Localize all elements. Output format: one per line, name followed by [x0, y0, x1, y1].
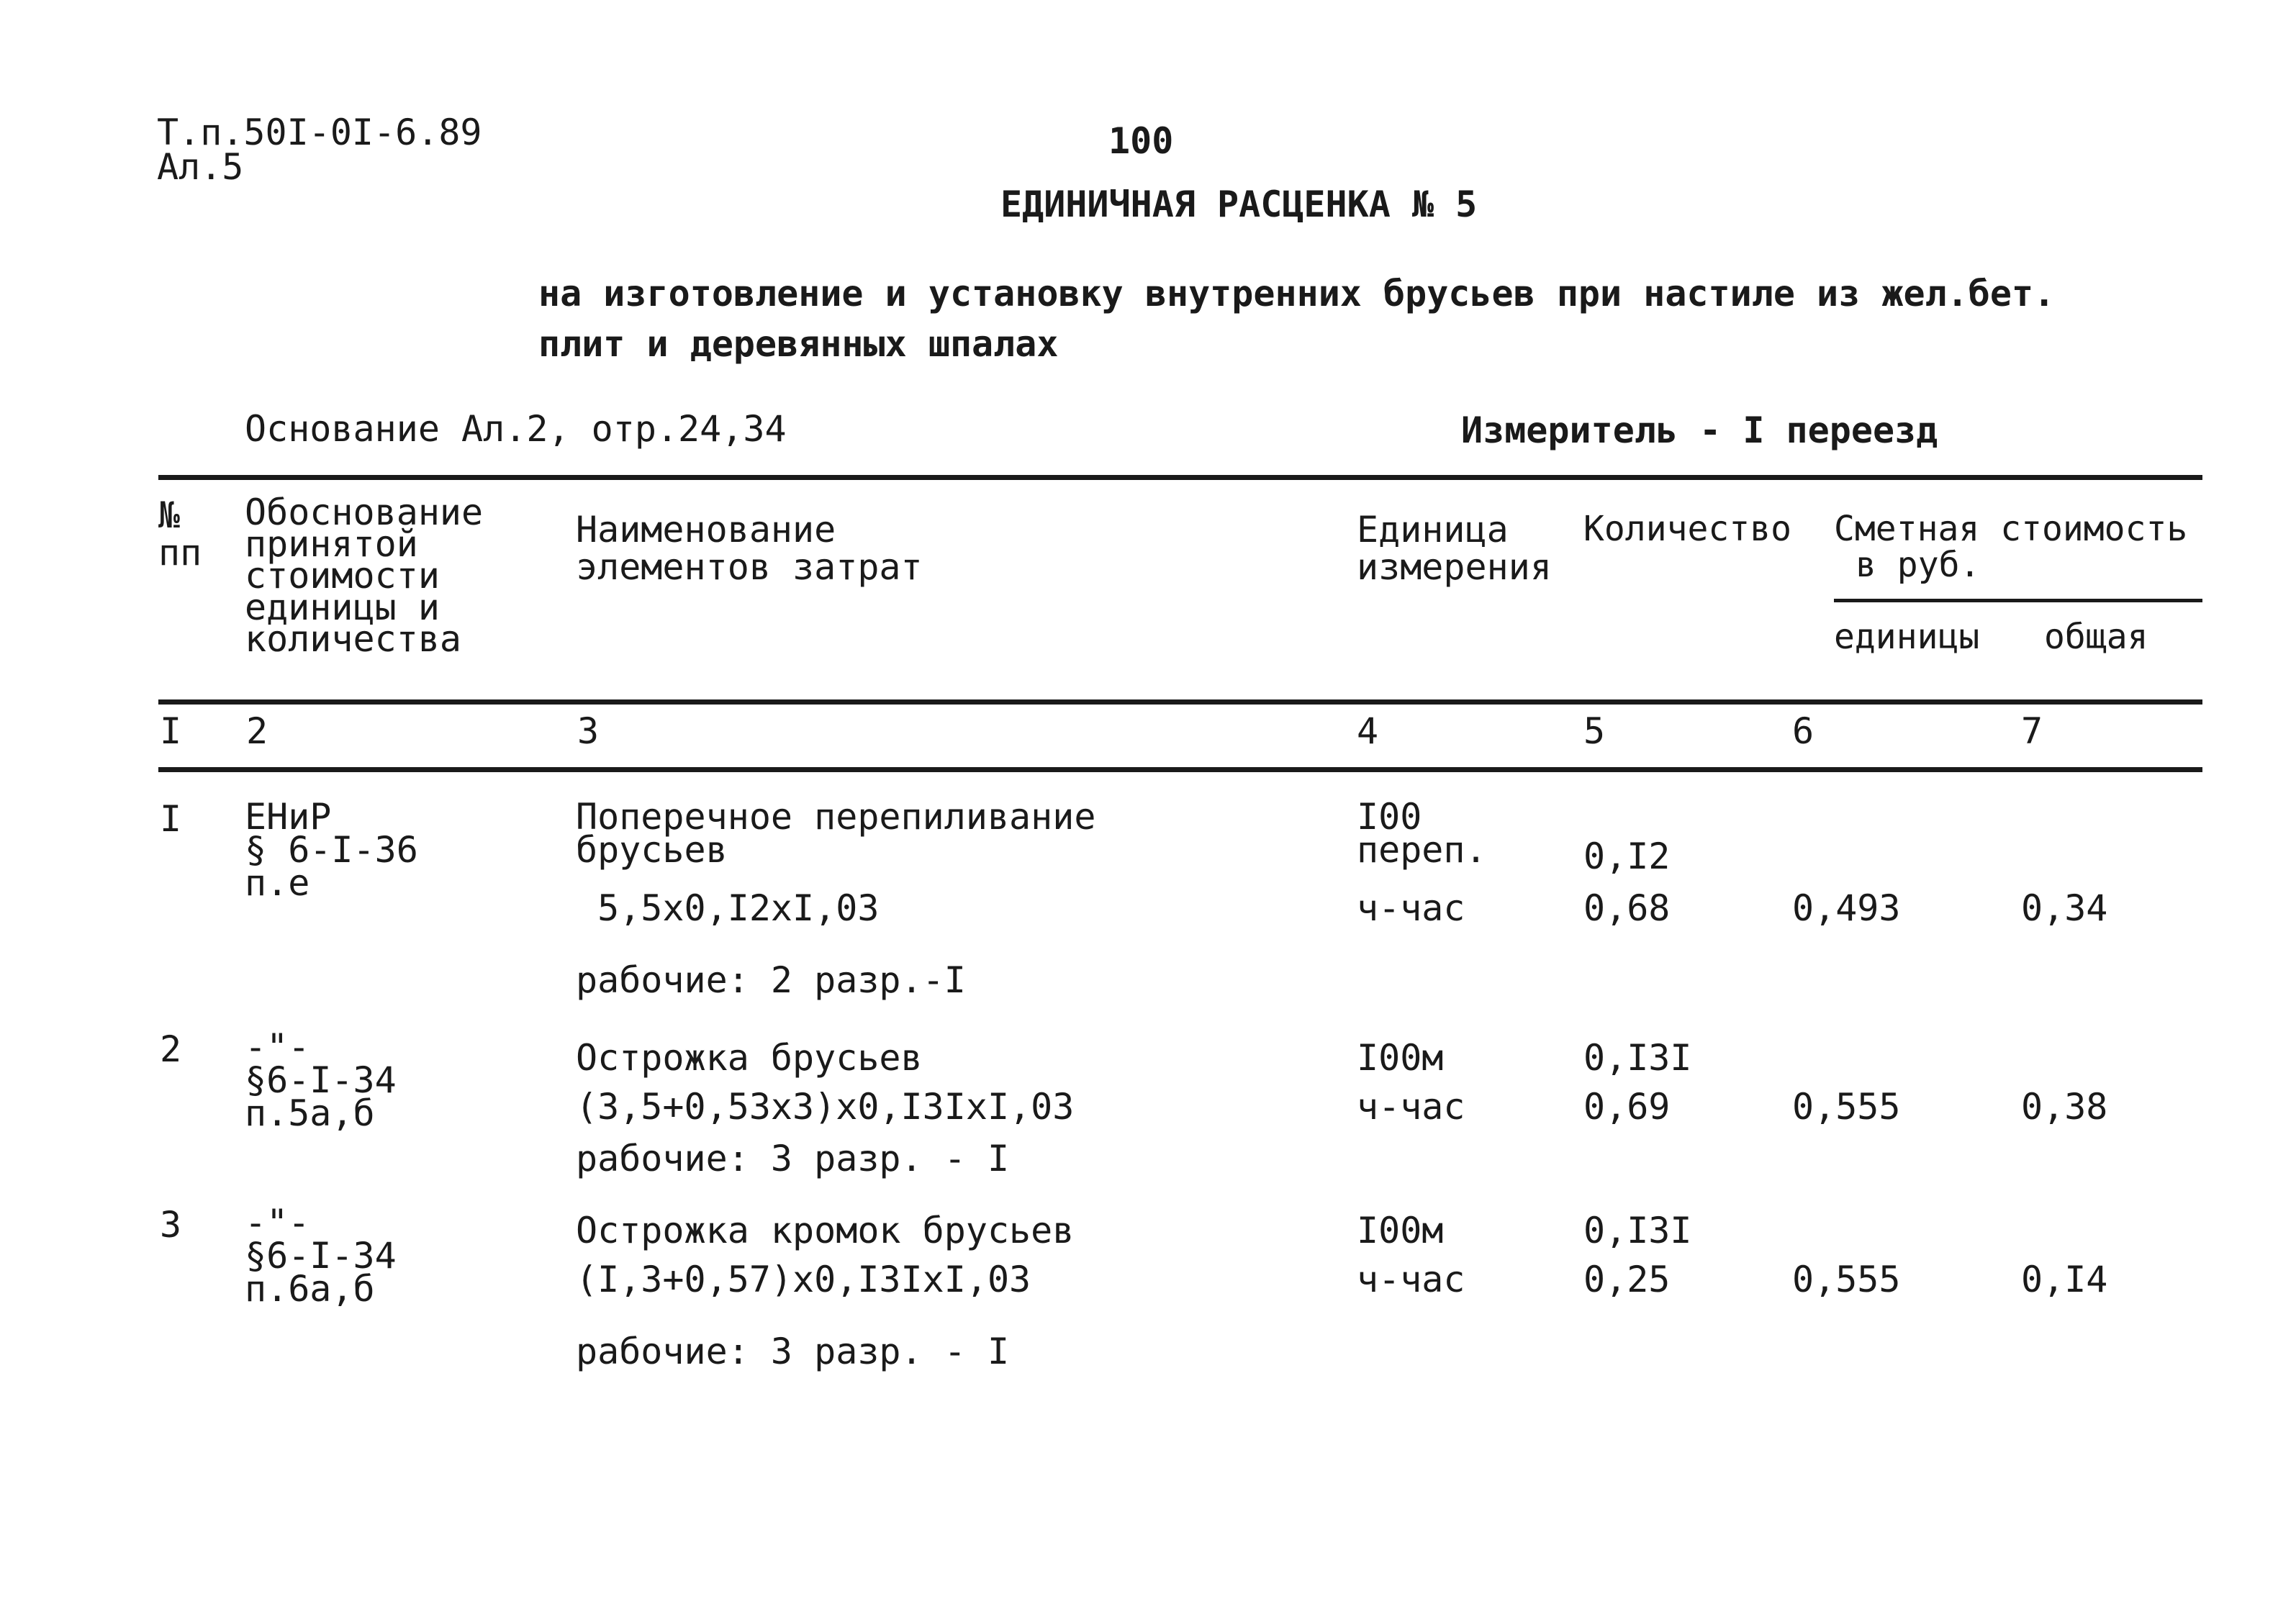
measure-line: Измеритель - I переезд: [1461, 409, 1938, 451]
cost-header-rule: [1834, 599, 2202, 602]
row-3-cost-unit: 0,555: [1792, 1259, 1901, 1300]
row-1-num: I: [160, 798, 182, 840]
row-1-qty: 0,I2: [1583, 835, 1671, 877]
row-3-cost-total: 0,I4: [2021, 1259, 2108, 1300]
row-2-qty: 0,I3I: [1583, 1037, 1692, 1079]
row-1-unit: I00 переп.: [1357, 796, 1487, 871]
basis-line: Основание Ал.2, отр.24,34: [245, 408, 787, 450]
row-1-cost-unit: 0,493: [1792, 887, 1901, 929]
column-number-5: 5: [1583, 710, 1606, 752]
row-1-name: Поперечное перепиливание брусьев: [576, 796, 1096, 871]
row-1-qty-hours: 0,68: [1583, 887, 1671, 929]
header-cost-unit: единицы: [1834, 617, 1980, 657]
appendix-reference: Ал.5: [157, 146, 244, 188]
row-2-cost-total: 0,38: [2021, 1086, 2108, 1128]
column-number-4: 4: [1357, 710, 1379, 752]
row-1-cost-total: 0,34: [2021, 887, 2108, 929]
row-1-formula: 5,5х0,I2хI,03: [576, 887, 880, 929]
subtitle-line-1: на изготовление и установку внутренних брусьев при настиле из жел.бет.: [538, 273, 2056, 314]
column-number-3: 3: [577, 710, 600, 752]
row-3-formula: (I,3+0,57)х0,I3IхI,03: [576, 1259, 1031, 1300]
row-2-formula: (3,5+0,53х3)х0,I3IхI,03: [576, 1086, 1075, 1128]
header-cost-currency: в руб.: [1856, 545, 1981, 585]
subtitle-line-2: плит и деревянных шпалах: [538, 323, 1059, 365]
row-2-name: Острожка брусьев: [576, 1037, 923, 1079]
row-1-workers: рабочие: 2 разр.-I: [576, 959, 966, 1001]
row-3-qty-hours: 0,25: [1583, 1259, 1671, 1300]
row-3-qty: 0,I3I: [1583, 1210, 1692, 1251]
header-unit: Единица измерения: [1357, 509, 1552, 588]
header-basis: Обоснование принятой стоимости единицы и количества: [245, 492, 484, 660]
row-1-basis: ЕНиР § 6-I-36 п.е: [245, 796, 418, 904]
row-2-unit-hours: ч-час: [1357, 1086, 1465, 1128]
column-number-2: 2: [246, 710, 268, 752]
header-cost: Сметная стоимость: [1834, 509, 2188, 549]
header-name: Наименование элементов затрат: [576, 509, 923, 588]
row-3-name: Острожка кромок брусьев: [576, 1210, 1075, 1251]
document-reference: Т.п.50I-0I-6.89: [157, 112, 482, 153]
page-number: 100: [1108, 120, 1174, 162]
header-bottom-rule: [158, 699, 2202, 705]
column-number-1: I: [160, 710, 182, 752]
header-cost-total: общая: [2044, 617, 2148, 657]
row-3-num: 3: [160, 1204, 182, 1246]
row-2-num: 2: [160, 1028, 182, 1070]
header-qty: Количество: [1583, 509, 1791, 549]
row-2-basis: -"- §6-I-34 п.5а,б: [245, 1026, 397, 1134]
page-title: ЕДИНИЧНАЯ РАСЦЕНКА № 5: [1000, 184, 1478, 225]
column-number-7: 7: [2021, 710, 2043, 752]
column-numbers-rule: [158, 767, 2202, 772]
row-2-cost-unit: 0,555: [1792, 1086, 1901, 1128]
row-2-qty-hours: 0,69: [1583, 1086, 1671, 1128]
header-num: № пп: [158, 494, 202, 574]
row-2-workers: рабочие: 3 разр. - I: [576, 1138, 1010, 1179]
table-top-rule: [158, 475, 2202, 480]
row-3-unit: I00м: [1357, 1210, 1444, 1251]
column-number-6: 6: [1792, 710, 1814, 752]
row-1-unit-hours: ч-час: [1357, 887, 1465, 929]
row-3-unit-hours: ч-час: [1357, 1259, 1465, 1300]
row-3-workers: рабочие: 3 разр. - I: [576, 1331, 1010, 1372]
row-2-unit: I00м: [1357, 1037, 1444, 1079]
row-3-basis: -"- §6-I-34 п.6а,б: [245, 1202, 397, 1310]
